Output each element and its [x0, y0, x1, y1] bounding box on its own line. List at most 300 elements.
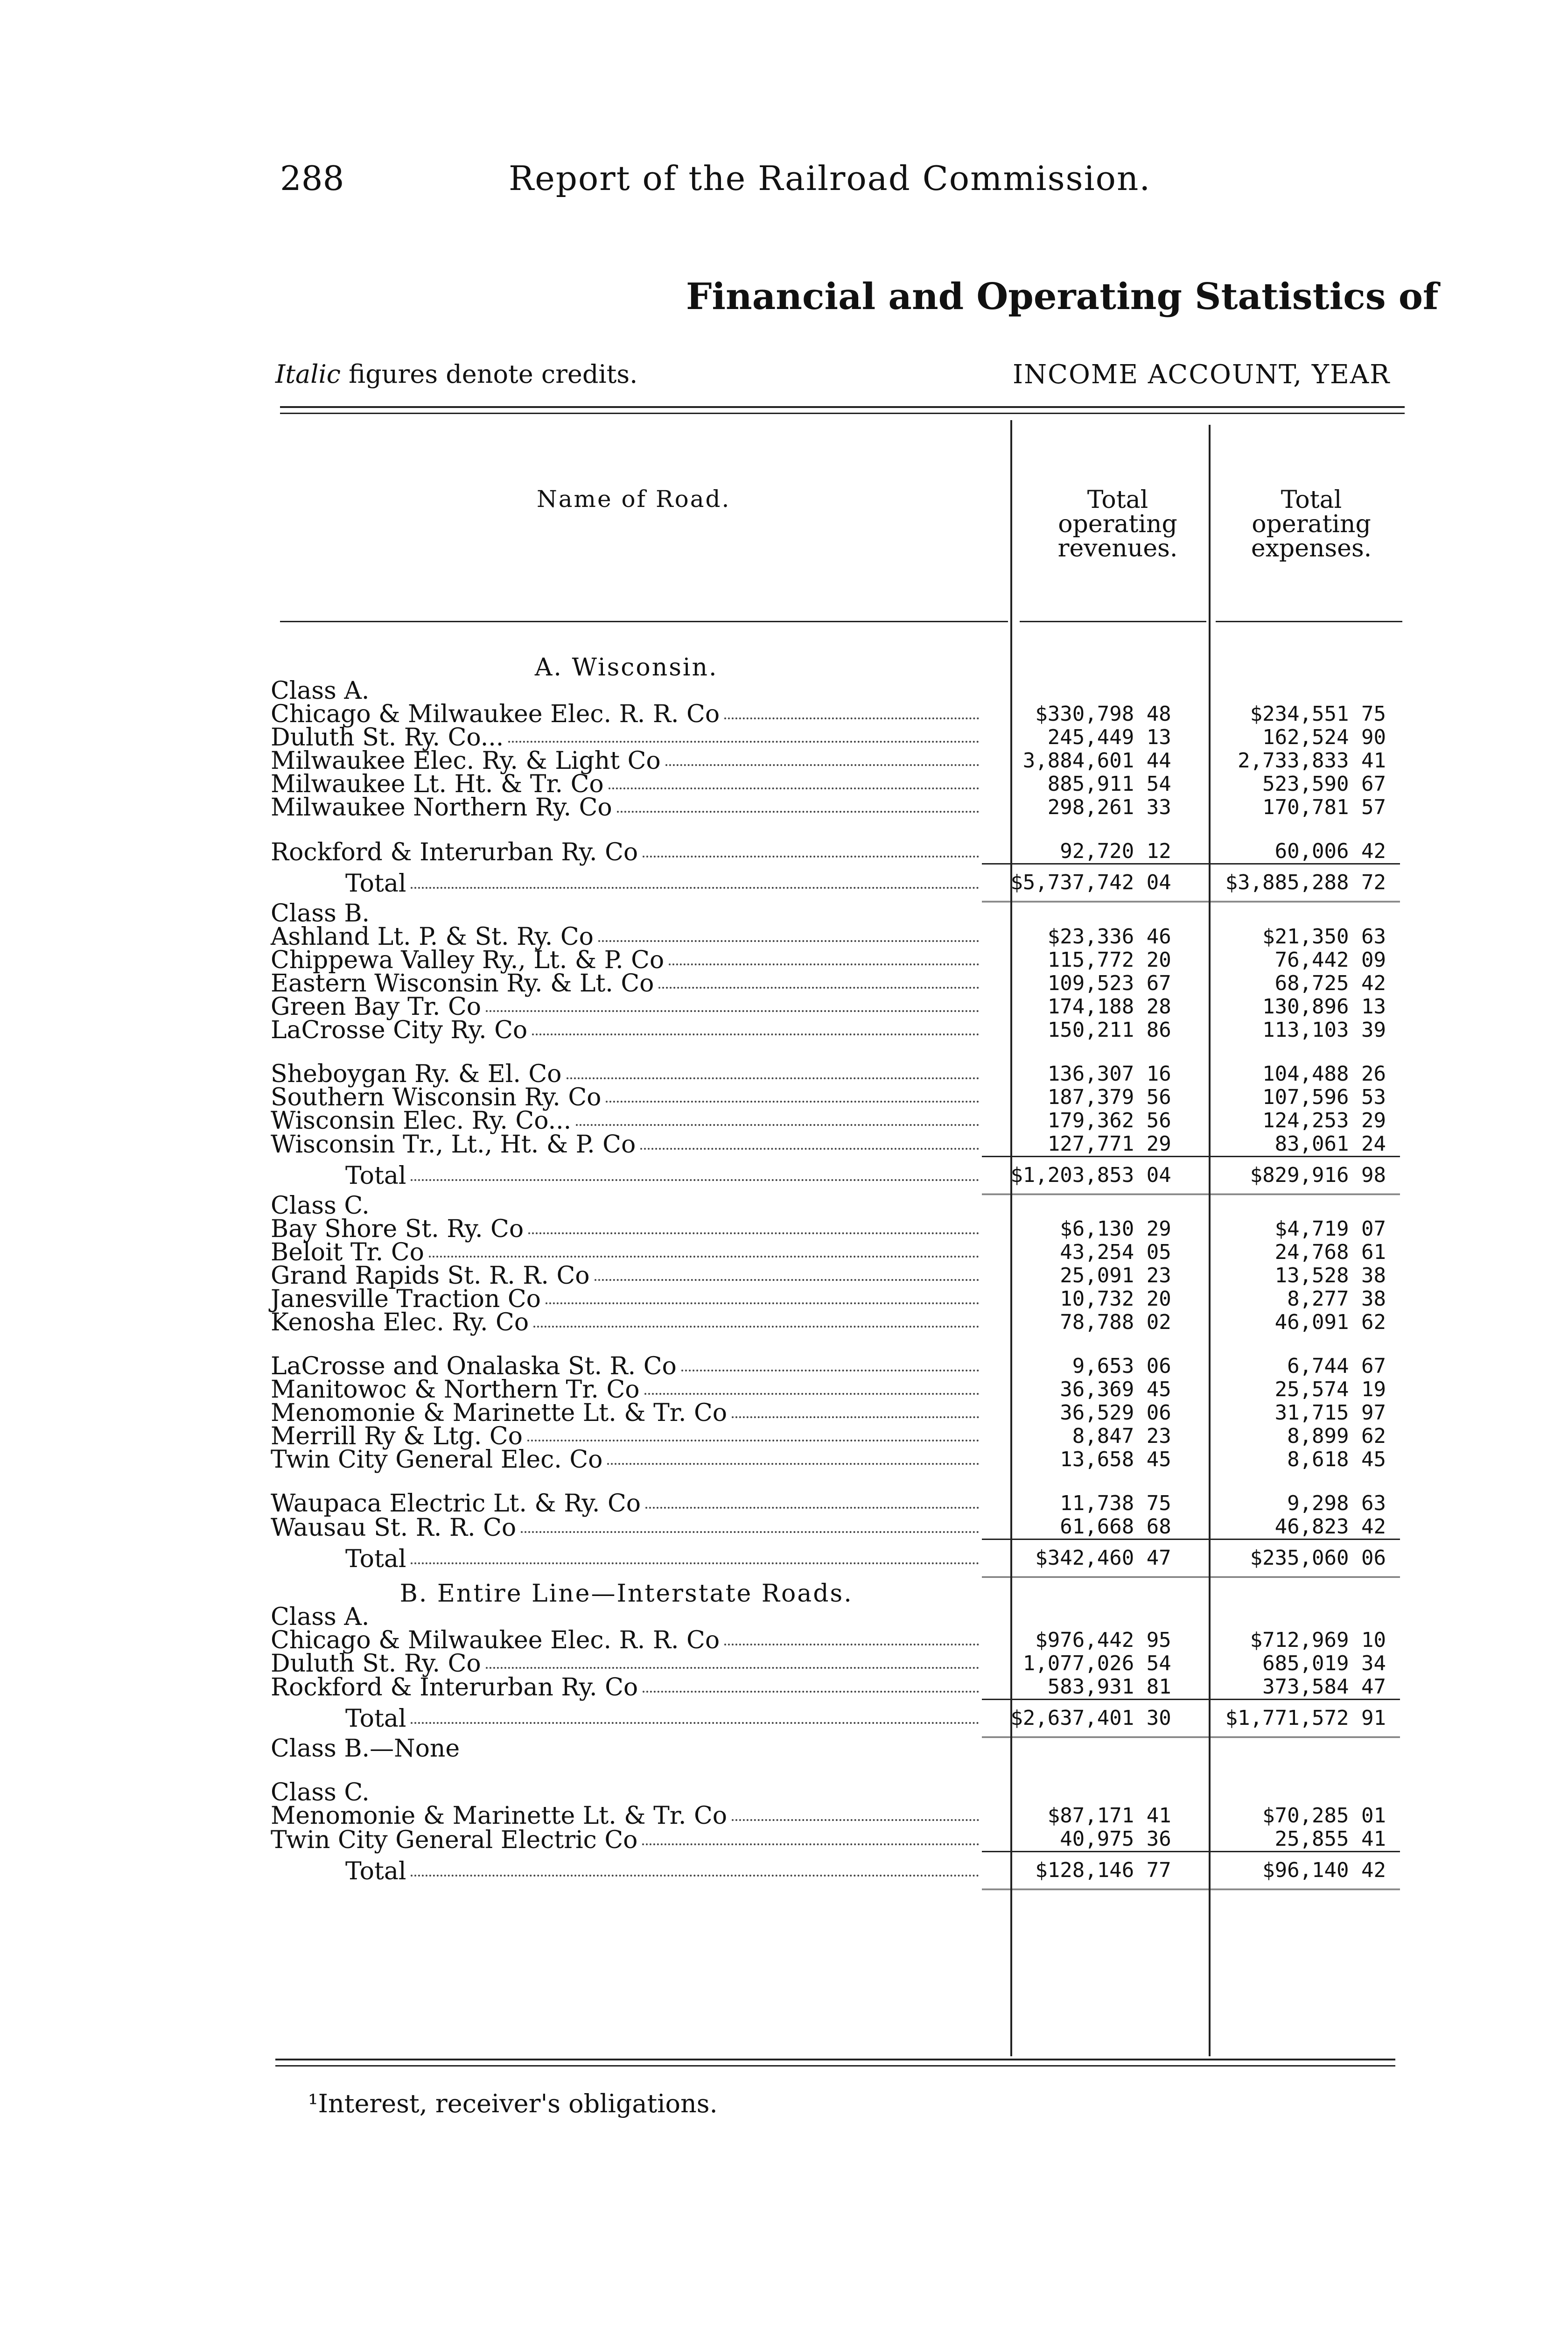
leader-line [271, 1673, 982, 1701]
revenue-cell: 8,847 23 [1072, 1424, 1171, 1448]
leader-line [271, 1131, 982, 1159]
leader-line [271, 749, 982, 773]
road-name-cell [271, 1352, 982, 1380]
road-name-cell [271, 724, 982, 752]
road-name: Rockford & Interurban Ry. Co [271, 1673, 638, 1701]
revenue-cell: 885,911 54 [1047, 772, 1171, 796]
revenue-cell [982, 902, 1197, 925]
road-name-cell: Class C. [271, 1779, 370, 1807]
revenue-cell: 25,091 23 [1060, 1264, 1171, 1287]
gap-row [271, 819, 1400, 840]
road-name: Duluth St. Ry. Co... [271, 724, 504, 752]
leader-line [271, 1164, 982, 1188]
revenue-cell [982, 1760, 1197, 1781]
table-row [271, 703, 1400, 726]
road-name-cell [271, 992, 982, 1021]
road-name-cell [271, 1649, 982, 1678]
table-row [271, 749, 1400, 773]
section-row [271, 651, 1400, 679]
dot-leader [527, 1440, 979, 1441]
road-name-cell: Class B.—None [271, 1735, 460, 1763]
table-row [271, 1448, 1400, 1471]
road-name: Beloit Tr. Co [271, 1238, 424, 1266]
road-name-cell [271, 794, 982, 822]
column-head-revenues: Total operating revenues. [1057, 486, 1178, 562]
leader-line [271, 1287, 982, 1311]
dot-leader [411, 1562, 979, 1564]
dot-leader [411, 1875, 979, 1877]
road-name: Southern Wisconsin Ry. Co [271, 1083, 602, 1111]
revenue-cell: $330,798 48 [1035, 702, 1171, 726]
revenue-cell [982, 1737, 1197, 1760]
expense-cell [1197, 1781, 1400, 1804]
income-account-heading: INCOME ACCOUNT, YEAR [1013, 359, 1391, 390]
revenue-cell: $1,203,853 04 [982, 1156, 1197, 1194]
head-rule-rev [1020, 621, 1206, 622]
expense-cell: 107,596 53 [1262, 1085, 1386, 1109]
revenue-cell: 9,653 06 [1072, 1354, 1171, 1378]
expense-cell: 113,103 39 [1262, 1018, 1386, 1042]
leader-line [271, 1857, 982, 1885]
road-name-cell [271, 864, 982, 902]
revenue-cell: 40,975 36 [1060, 1827, 1171, 1851]
class-row [271, 1605, 1400, 1629]
table-row [271, 949, 1400, 972]
bottom-rule-2 [275, 2065, 1395, 2067]
road-name: Wausau St. R. R. Co [271, 1513, 517, 1542]
expense-cell: $21,350 63 [1262, 924, 1386, 949]
class-row [271, 1737, 1400, 1760]
gap-row [271, 1760, 1400, 1781]
expense-cell: 25,574 19 [1274, 1378, 1386, 1401]
revenue-cell: 36,369 45 [1060, 1378, 1171, 1401]
road-name-cell [271, 1446, 982, 1474]
table-row [271, 1287, 1400, 1311]
table-row [271, 1132, 1400, 1157]
dot-leader [607, 1463, 979, 1465]
table-row [271, 995, 1400, 1019]
road-name-cell: A. Wisconsin. [534, 654, 718, 682]
expense-cell [1197, 679, 1400, 703]
road-name: Menomonie & Marinette Lt. & Tr. Co [271, 1802, 728, 1830]
revenue-cell [982, 1605, 1197, 1629]
dot-leader [411, 1179, 979, 1181]
leader-line [271, 1262, 982, 1290]
expense-cell [1197, 1334, 1400, 1355]
table-row [271, 1515, 1400, 1540]
revenue-cell [982, 679, 1197, 703]
road-name: Sheboygan Ry. & El. Co [271, 1060, 562, 1088]
leader-line [271, 869, 982, 898]
revenue-cell: 174,188 28 [1047, 994, 1171, 1019]
head-rule-left [280, 621, 1008, 622]
revenue-cell [982, 1334, 1197, 1355]
class-row [271, 902, 1400, 925]
expense-cell: 46,823 42 [1274, 1515, 1386, 1539]
road-name: Chippewa Valley Ry., Lt. & P. Co [271, 946, 665, 974]
expense-cell: $4,719 07 [1274, 1217, 1386, 1241]
expense-cell: 162,524 90 [1262, 725, 1386, 749]
table-row [271, 796, 1400, 819]
table-row [271, 1804, 1400, 1828]
road-name-cell [271, 1106, 982, 1135]
leader-line [271, 992, 982, 1021]
leader-line [271, 1217, 982, 1241]
expense-cell: 60,006 42 [1274, 839, 1386, 863]
leader-line [271, 1490, 982, 1518]
expense-cell: 130,896 13 [1262, 994, 1386, 1019]
road-name: Merrill Ry & Ltg. Co [271, 1422, 523, 1450]
road-name-cell [271, 700, 982, 728]
road-name-cell [271, 1852, 982, 1890]
road-name: Twin City General Elec. Co [271, 1446, 603, 1474]
road-name-cell [271, 1699, 982, 1737]
expense-cell: 373,584 47 [1262, 1674, 1386, 1699]
dot-leader [429, 1256, 979, 1258]
dot-leader [411, 887, 979, 889]
leader-line [271, 1062, 982, 1086]
total-row [271, 864, 1400, 902]
total-label: Total [345, 1162, 406, 1190]
class-row [271, 1194, 1400, 1217]
dot-leader [528, 1232, 979, 1234]
expense-cell: 6,744 67 [1287, 1354, 1386, 1378]
table-row [271, 925, 1400, 949]
expense-cell: $1,771,572 91 [1197, 1699, 1400, 1737]
road-name: Milwaukee Northern Ry. Co [271, 794, 612, 822]
revenue-cell: $87,171 41 [1047, 1804, 1171, 1828]
dot-leader [486, 1010, 979, 1012]
revenue-cell: 61,668 68 [1060, 1515, 1171, 1539]
revenue-cell: 179,362 56 [1047, 1108, 1171, 1132]
revenue-cell: 11,738 75 [1060, 1491, 1171, 1515]
credits-note-italic: Italic [275, 359, 341, 389]
leader-line [271, 1513, 982, 1542]
statistics-table [271, 651, 1400, 1890]
expense-cell: 2,733,833 41 [1238, 749, 1386, 773]
road-name: Twin City General Electric Co [271, 1826, 638, 1854]
expense-cell: 8,277 38 [1287, 1287, 1386, 1311]
leader-line [271, 1401, 982, 1425]
total-row [271, 1156, 1400, 1194]
revenue-cell: 583,931 81 [1047, 1674, 1171, 1699]
page-title: Financial and Operating Statistics of [686, 275, 1439, 318]
table-row [271, 1264, 1400, 1287]
revenue-cell: 92,720 12 [1060, 839, 1171, 863]
dot-leader [732, 1819, 979, 1821]
road-name-cell [271, 946, 982, 974]
dot-leader [617, 811, 980, 813]
total-label: Total [345, 1857, 406, 1885]
bottom-rule-1 [275, 2059, 1395, 2060]
revenue-cell: 1,077,026 54 [1022, 1651, 1171, 1675]
revenue-cell [982, 1577, 1197, 1605]
road-name: Chicago & Milwaukee Elec. R. R. Co [271, 700, 720, 728]
revenue-cell: 245,449 13 [1047, 725, 1171, 749]
expense-cell [1197, 902, 1400, 925]
expense-cell: $235,060 06 [1197, 1540, 1400, 1577]
expense-cell: 13,528 38 [1274, 1264, 1386, 1287]
road-name: Manitowoc & Northern Tr. Co [271, 1376, 640, 1404]
total-label: Total [345, 869, 406, 898]
column-head-name: Name of Road. [537, 485, 731, 513]
top-rule-2 [280, 413, 1405, 414]
road-name-cell [271, 969, 982, 998]
revenue-cell: 109,523 67 [1047, 971, 1171, 995]
dot-leader [576, 1124, 979, 1126]
gap-row [271, 1334, 1400, 1355]
road-name: Eastern Wisconsin Ry. & Lt. Co [271, 969, 654, 998]
leader-line [271, 1828, 982, 1852]
road-name: Duluth St. Ry. Co [271, 1649, 481, 1678]
dot-leader [508, 741, 979, 743]
table-row [271, 972, 1400, 995]
expense-cell: 83,061 24 [1274, 1132, 1386, 1156]
revenue-cell: 78,788 02 [1060, 1310, 1171, 1334]
leader-line [271, 1376, 982, 1404]
table-row [271, 1086, 1400, 1109]
road-name-cell: Class C. [271, 1192, 370, 1220]
road-name-cell [271, 1401, 982, 1425]
road-name: Kenosha Elec. Ry. Co [271, 1308, 529, 1336]
total-row [271, 1540, 1400, 1577]
revenue-cell [982, 819, 1197, 840]
dot-leader [567, 1077, 980, 1079]
road-name: Waupaca Electric Lt. & Ry. Co [271, 1490, 641, 1518]
table-row [271, 1019, 1400, 1042]
table-row [271, 1629, 1400, 1652]
dot-leader [724, 1644, 979, 1645]
dot-leader [521, 1531, 979, 1533]
road-name-cell [271, 1042, 982, 1062]
gap-row [271, 1042, 1400, 1062]
dot-leader [532, 1033, 979, 1035]
table-row [271, 840, 1400, 864]
road-name-cell: B. Entire Line—Interstate Roads. [399, 1579, 853, 1608]
revenue-cell [982, 1042, 1197, 1062]
table-row [271, 1062, 1400, 1086]
table-row [271, 1241, 1400, 1264]
dot-leader [598, 940, 979, 942]
road-name-cell [271, 1422, 982, 1450]
revenue-cell: $6,130 29 [1060, 1217, 1171, 1241]
road-name-cell [271, 1804, 982, 1828]
road-name-cell [271, 770, 982, 798]
expense-cell [1197, 651, 1400, 679]
road-name: Rockford & Interurban Ry. Co [271, 838, 638, 866]
road-name: Menomonie & Marinette Lt. & Tr. Co [271, 1399, 728, 1427]
total-label: Total [345, 1705, 406, 1733]
road-name-cell [271, 922, 982, 951]
expense-cell [1197, 1577, 1400, 1605]
revenue-cell: $976,442 95 [1035, 1628, 1171, 1652]
revenue-cell: 150,211 86 [1047, 1018, 1171, 1042]
table-row [271, 1675, 1400, 1700]
leader-line [271, 724, 982, 752]
road-name-cell: Class B. [271, 899, 370, 928]
road-name-cell [271, 1490, 982, 1518]
expense-cell: 76,442 09 [1274, 948, 1386, 972]
section-row [271, 1577, 1400, 1605]
dot-leader [724, 717, 979, 719]
road-name-cell [271, 1626, 982, 1654]
revenue-cell: 10,732 20 [1060, 1287, 1171, 1311]
road-name: Green Bay Tr. Co [271, 992, 482, 1021]
statistics-table-body [271, 651, 1400, 1890]
table-row [271, 773, 1400, 796]
revenue-cell: $2,637,401 30 [982, 1699, 1197, 1737]
leader-line [271, 946, 982, 974]
expense-cell: 25,855 41 [1274, 1827, 1386, 1851]
expense-cell [1197, 1471, 1400, 1492]
revenue-cell: $23,336 46 [1047, 924, 1171, 949]
revenue-cell: $5,737,742 04 [982, 864, 1197, 902]
expense-cell: 8,899 62 [1287, 1424, 1386, 1448]
dot-leader [643, 1691, 979, 1693]
table-row [271, 1401, 1400, 1425]
leader-line [271, 922, 982, 951]
page-number: 288 [280, 159, 344, 198]
road-name: Chicago & Milwaukee Elec. R. R. Co [271, 1626, 720, 1654]
expense-cell [1197, 819, 1400, 840]
road-name-cell [271, 1334, 982, 1355]
road-name-cell [271, 1675, 982, 1700]
dot-leader [595, 1279, 980, 1281]
road-name-cell [271, 1083, 982, 1111]
revenue-cell: $128,146 77 [982, 1852, 1197, 1890]
revenue-cell: 43,254 05 [1060, 1240, 1171, 1264]
road-name-cell: Class A. [271, 1603, 370, 1631]
road-name: LaCrosse City Ry. Co [271, 1016, 528, 1044]
road-name-cell [271, 749, 982, 773]
table-row [271, 1425, 1400, 1448]
expense-cell: 523,590 67 [1262, 772, 1386, 796]
credits-note-text: figures denote credits. [341, 359, 638, 389]
leader-line [271, 1106, 982, 1135]
road-name-cell [271, 1238, 982, 1266]
revenue-cell: 136,307 16 [1047, 1062, 1171, 1086]
leader-line [271, 838, 982, 866]
table-row [271, 1109, 1400, 1132]
gap-row [271, 1471, 1400, 1492]
revenue-cell: $342,460 47 [982, 1540, 1197, 1577]
class-row [271, 679, 1400, 703]
table-row [271, 1378, 1400, 1401]
expense-cell: $829,916 98 [1197, 1156, 1400, 1194]
leader-line [271, 969, 982, 998]
leader-line [271, 1649, 982, 1678]
leader-line [271, 1083, 982, 1111]
total-row [271, 1699, 1400, 1737]
dot-leader [732, 1416, 979, 1418]
expense-cell: 68,725 42 [1274, 971, 1386, 995]
total-row [271, 1852, 1400, 1890]
leader-line [271, 1308, 982, 1336]
leader-line [271, 1626, 982, 1654]
total-label: Total [345, 1545, 406, 1573]
dot-leader [644, 1393, 980, 1395]
leader-line [271, 1804, 982, 1828]
dot-leader [411, 1722, 979, 1724]
dot-leader [643, 856, 979, 858]
expense-cell: 9,298 63 [1287, 1491, 1386, 1515]
expense-cell: $70,285 01 [1262, 1804, 1386, 1828]
revenue-cell [982, 1471, 1197, 1492]
expense-cell [1197, 1737, 1400, 1760]
revenue-cell: 36,529 06 [1060, 1401, 1171, 1425]
table-row [271, 1828, 1400, 1852]
leader-line [271, 700, 982, 728]
leader-line [271, 1352, 982, 1380]
road-name: LaCrosse and Onalaska St. R. Co [271, 1352, 677, 1380]
road-name-cell [271, 1540, 982, 1577]
leader-line [271, 1547, 982, 1571]
expense-cell [1197, 1042, 1400, 1062]
leader-line [271, 1705, 982, 1733]
expense-cell: $96,140 42 [1197, 1852, 1400, 1890]
expense-cell [1197, 1605, 1400, 1629]
leader-line [271, 1238, 982, 1266]
road-name-cell [271, 1156, 982, 1194]
head-rule-exp [1216, 621, 1402, 622]
expense-cell: 31,715 97 [1274, 1401, 1386, 1425]
table-row [271, 1355, 1400, 1378]
road-name: Grand Rapids St. R. R. Co [271, 1262, 590, 1290]
revenue-cell [982, 1194, 1197, 1217]
expense-cell: 685,019 34 [1262, 1651, 1386, 1675]
road-name-cell [271, 1262, 982, 1290]
road-name-cell: Class A. [271, 677, 370, 705]
road-name: Bay Shore St. Ry. Co [271, 1215, 524, 1243]
expense-cell [1197, 1194, 1400, 1217]
road-name-cell [271, 1132, 982, 1157]
table-row [271, 1311, 1400, 1334]
expense-cell [1197, 1760, 1400, 1781]
revenue-cell: 298,261 33 [1047, 795, 1171, 819]
leader-line [271, 1422, 982, 1450]
road-name-cell [271, 1471, 982, 1492]
revenue-cell: 115,772 20 [1047, 948, 1171, 972]
leader-line [271, 770, 982, 798]
dot-leader [645, 1507, 979, 1509]
expense-cell: $234,551 75 [1250, 702, 1386, 726]
road-name-cell [271, 1376, 982, 1404]
revenue-cell: 187,379 56 [1047, 1085, 1171, 1109]
expense-cell: 8,618 45 [1287, 1448, 1386, 1471]
expense-cell: 104,488 26 [1262, 1062, 1386, 1086]
road-name-cell [271, 1515, 982, 1540]
dot-leader [546, 1302, 979, 1304]
dot-leader [669, 963, 979, 965]
running-title: Report of the Railroad Commission. [509, 159, 1151, 198]
road-name-cell [271, 819, 982, 840]
expense-cell: 46,091 62 [1274, 1310, 1386, 1334]
expense-cell: 24,768 61 [1274, 1240, 1386, 1264]
road-name-cell [271, 1760, 982, 1781]
road-name-cell [271, 1308, 982, 1336]
road-name: Milwaukee Elec. Ry. & Light Co [271, 747, 661, 775]
dot-leader [533, 1326, 979, 1328]
dot-leader [658, 987, 979, 989]
expense-cell: $3,885,288 72 [1197, 864, 1400, 902]
road-name-cell [271, 1217, 982, 1241]
class-row [271, 1781, 1400, 1804]
road-name: Milwaukee Lt. Ht. & Tr. Co [271, 770, 604, 798]
leader-line [271, 794, 982, 822]
credits-note [275, 359, 637, 389]
road-name-cell [271, 1287, 982, 1311]
footnote: ¹Interest, receiver's obligations. [308, 2089, 718, 2118]
